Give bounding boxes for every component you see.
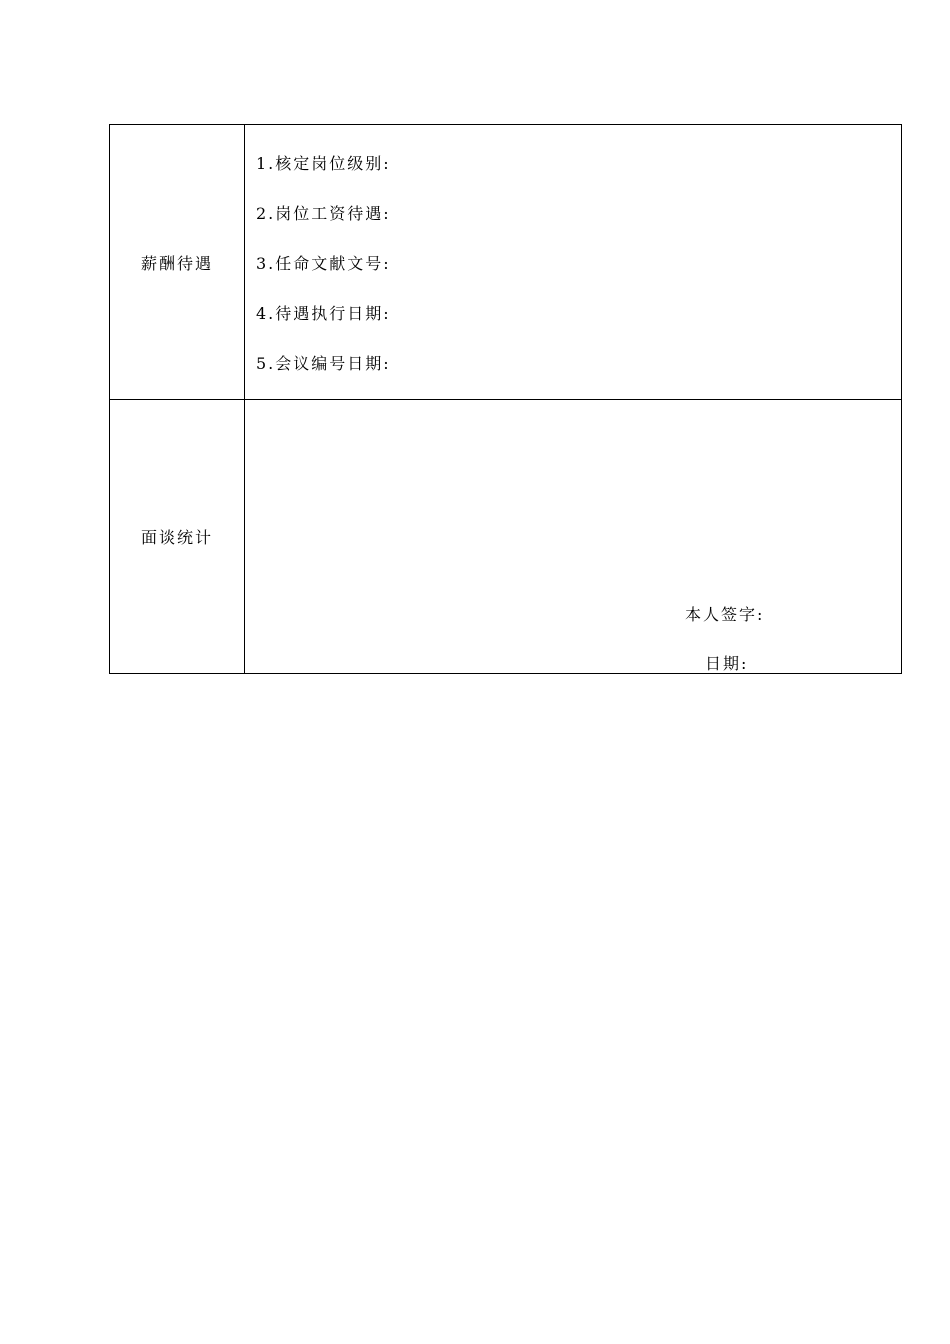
- interview-row: [110, 400, 902, 674]
- salary-label: 薪酬待遇: [110, 125, 245, 400]
- signature-label: 本人签字:: [685, 605, 765, 624]
- salary-item-position-wage: 2.岗位工资待遇:: [256, 204, 391, 223]
- salary-item-position-level: 1.核定岗位级别:: [256, 154, 391, 173]
- salary-row: [110, 125, 902, 400]
- salary-item-meeting-number-date: 5.会议编号日期:: [256, 354, 391, 373]
- salary-content: [245, 125, 902, 400]
- salary-item-appointment-doc-number: 3.任命文献文号:: [256, 254, 391, 273]
- salary-item-effective-date: 4.待遇执行日期:: [256, 304, 391, 323]
- form-table: [109, 124, 902, 674]
- interview-label: 面谈统计: [110, 400, 245, 674]
- salary-item-list: [256, 153, 391, 403]
- interview-content: [245, 400, 902, 674]
- date-label: 日期:: [705, 654, 749, 673]
